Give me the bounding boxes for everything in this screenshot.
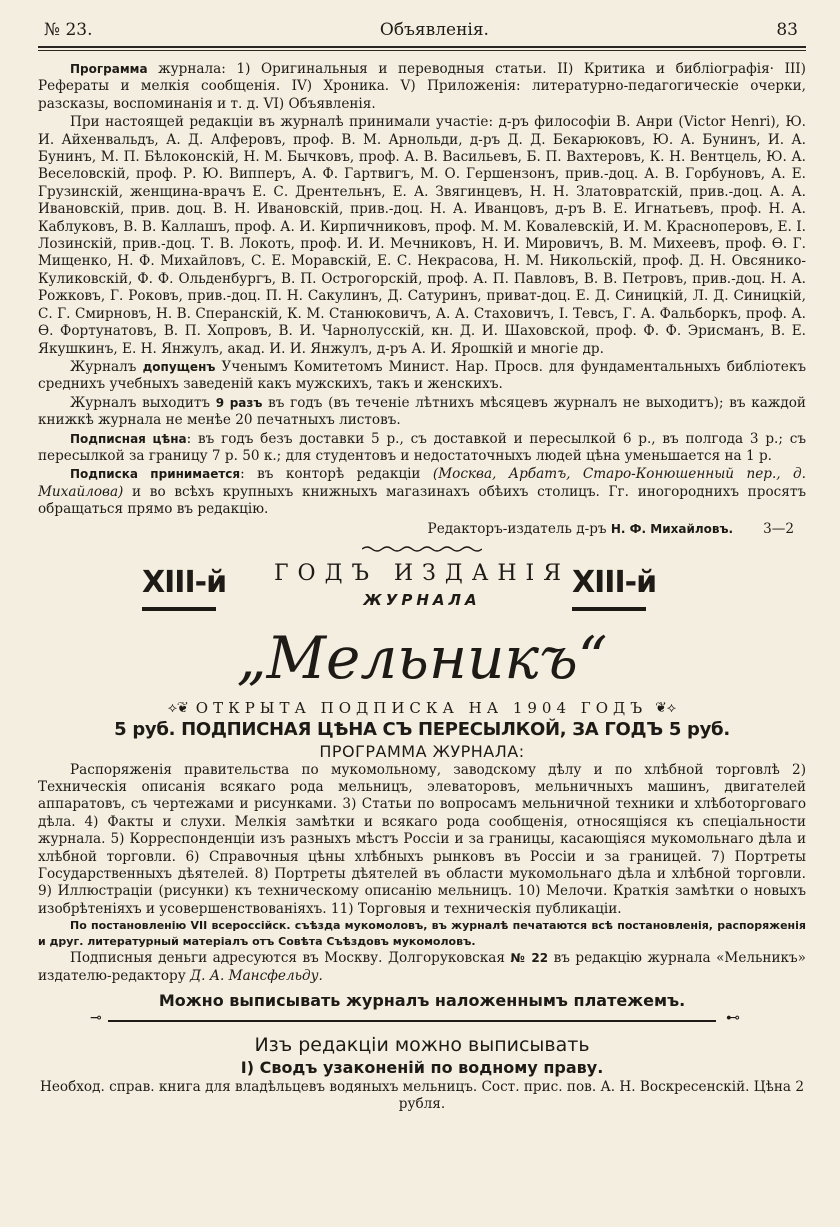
subscription-label: Подписка принимается [70, 467, 241, 482]
price-paragraph [38, 431, 806, 466]
admitted-paragraph [38, 359, 806, 394]
address-editor: Д. А. Мансфельду. [190, 967, 323, 984]
fleuron-left-icon: ⟡❦ [167, 699, 188, 716]
section-title: Объявленія. [379, 20, 489, 40]
subscription-post: и во всѣхъ крупныхъ книжныхъ магазинахъ обѣихъ столицъ. Гг. иногороднихъ просятъ обращаться прямо въ редакцію. [38, 483, 806, 518]
wavy-divider [38, 545, 806, 553]
ad-program-text: Распоряженія правительства по мукомольному, заводскому дѣлу и по хлѣбной торговлѣ 2) Техническія описанія всякаго рода мельницъ, элеваторовъ, мельничныхъ машинъ, двигателей аппаратовъ, съ чертежами и рисунками. 3) Статьи по вопросамъ мельничной техники и хлѣботорговаго дѣла. 4) Факты и слухи. Мелкія замѣтки и всякаго рода сообщенія, относящіяся къ спеціальности журнала. 5) Корреспонденціи изъ разныхъ мѣстъ Россіи и за границы, касающіяся мукомольнаго дѣла и хлѣбной торговли. 6) Справочныя цѣны хлѣбныхъ рынковъ въ Россіи и за границей. 7) Портреты Государственныхъ дѣятелей. 8) Портреты дѣятелей въ области мукомольнаго дѣла и хлѣбной торговли. 9) Иллюстраціи (рисунки) къ техническому описанію мельницъ. 10) Мелочи. Краткія замѣтки о новыхъ изобрѣтеніяхъ и усовершенствованіяхъ. 11) Торговыя и техническія публикаціи. [38, 761, 806, 917]
subscription-price: 5 руб. ПОДПИСНАЯ ЦѢНА СЪ ПЕРЕСЫЛКОЙ, ЗА ГОДЪ 5 руб. [114, 718, 730, 740]
rule-end-left-icon: ⊸ [90, 1010, 102, 1027]
edition-underline-right [572, 607, 646, 611]
rule-end-right-icon: ⊷ [726, 1010, 740, 1027]
frequency-pre: Журналъ выходитъ [70, 394, 216, 411]
edition-number-left: XIII-й [142, 564, 227, 600]
open-subscription [38, 699, 806, 717]
resolution-paragraph: По постановленію VII всероссійск. съѣзда мукомоловъ, въ журналѣ печатаются всѣ постановленія, распоряженія и друг. литературный матеріалъ отъ Совѣта Съѣздовъ мукомоловъ. [38, 919, 806, 948]
wavy-ornament-icon [362, 545, 482, 553]
program-label: Программа [70, 62, 148, 76]
page-number: 83 [776, 20, 798, 40]
program-heading: ПРОГРАММА ЖУРНАЛА: [319, 741, 525, 761]
offer-description: Необход. справ. книга для владѣльцевъ водяныхъ мельницъ. Сост. прис. пов. А. Н. Воскресенскій. Цѣна 2 рубля. [40, 1079, 804, 1113]
signature-name: Н. Ф. Михайловъ. [610, 521, 734, 536]
signature-code: 3—2 [763, 520, 794, 537]
frequency-post: въ годъ (въ теченіе лѣтнихъ мѣсяцевъ журналъ не выходитъ); въ каждой книжкѣ журнала не менѣе 20 печатныхъ листовъ. [38, 394, 806, 429]
offer-heading: Изъ редакціи можно выписывать [254, 1034, 590, 1057]
subscription-pre: : въ конторѣ редакціи [240, 466, 433, 483]
cash-on-delivery: Можно выписывать журналъ наложеннымъ платежемъ. [158, 991, 686, 1011]
header-rule-thin [38, 50, 806, 51]
frequency-bold: 9 разъ [215, 395, 263, 410]
offer-item: I) Сводъ узаконеній по водному праву. [240, 1058, 604, 1078]
journal-word: ЖУРНАЛА [363, 590, 481, 609]
program-text: журнала: 1) Оригинальныя и переводныя статьи. II) Критика и библіографія· III) Рефераты и мелкія сообщенія. IV) Хроника. V) Приложенія: литературно-педагогическіе очерки, разсказы, воспоминанія и т. д. VI) Объявленія. [38, 61, 806, 112]
ad-header [38, 557, 806, 621]
office-address: (Москва, Арбатъ, Старо-Конюшенный пер., д. Михайлова) [38, 466, 806, 500]
admitted-bold: допущенъ [142, 359, 216, 374]
program-paragraph [38, 61, 806, 113]
price-label: Подписная цѣна [70, 431, 187, 446]
admitted-post: Ученымъ Комитетомъ Минист. Нар. Просв. для фундаментальныхъ библіотекъ среднихъ учебныхъ заведеній какъ мужскихъ, такъ и женскихъ. [38, 358, 806, 393]
page-header [38, 14, 806, 46]
price-text: : въ годъ безъ доставки 5 р., съ доставкой и пересылкой 6 р., въ полгода 3 р.; съ пересылкой за границу 7 р. 50 к.; для студентовъ и недостаточныхъ людей цѣна уменьшается на 1 р. [38, 430, 806, 464]
fleuron-right-icon: ❦⟡ [655, 699, 677, 716]
signature-pre: Редакторъ-издатель д-ръ [427, 520, 611, 537]
frequency-paragraph [38, 395, 806, 430]
open-subscription-text: ОТКРЫТА ПОДПИСКА НА 1904 ГОДЪ [195, 698, 648, 717]
contributors-paragraph: При настоящей редакціи въ журналѣ принимали участіе: д-ръ философіи В. Анри (Victor Henri), Ю. И. Айхенвальдъ, А. Д. Алферовъ, проф. В. М. Арнольди, д-ръ Д. Д. Бекарюковъ, Ю. А. Бунинъ, И. А. Бунинъ, М. П. Бѣлоконскій, Н. М. Бычковъ, проф. А. В. Васильевъ, Б. П. Вахтеровъ, К. Н. Вентцель, Ю. А. Веселовскій, проф. Р. Ю. Випперъ, А. Ф. Гартвигъ, М. О. Гершензонъ, прив.-доц. А. В. Горбуновъ, А. Е. Грузинскій, женщина-врачъ Е. С. Дрентельнъ, Е. А. Звягинцевъ, Н. Н. Златовратскій, прив.-доц. А. А. Ивановскій, прив. доц. В. Н. Ивановскій, прив.-доц. Н. А. Иванцовъ, д-ръ В. Е. Игнатьевъ, проф. Н. А. Каблуковъ, В. В. Каллашъ, проф. А. И. Кирпичниковъ, проф. М. М. Ковалевскій, И. М. Красноперовъ, Е. І. Лозинскій, прив.-доц. Т. В. Локоть, проф. И. И. Мечниковъ, Н. И. Мировичъ, В. М. Михеевъ, проф. Ѳ. Г. Мищенко, Н. Ф. Михайловъ, С. Е. Моравскій, Е. С. Некрасова, Н. М. Никольскій, проф. Д. Н. Овсянико-Куликовскій, Ф. Ф. Ольденбургъ, В. П. Острогорскій, проф. А. П. Павловъ, В. В. Петровъ, прив.-доц. Н. А. Рожковъ, Г. Роковъ, прив.-доц. П. Н. Сакулинъ, Д. Сатуринъ, приват-доц. Е. Д. Синицкій, Л. Д. Синицкій, С. Г. Смирновъ, Н. В. Сперанскій, К. М. Станюковичъ, А. А. Стаховичъ, І. Тевсъ, Г. А. Фальборкъ, проф. А. Ѳ. Фортунатовъ, В. П. Хопровъ, В. И. Чарнолусскій, кн. Д. И. Шаховской, проф. Ф. Ф. Эрисманъ, В. Е. Якушкинъ, Е. Н. Янжулъ, акад. И. И. Янжулъ, д-ръ А. И. Ярошкій и многіе др. [38, 114, 806, 357]
address-number: № 22 [510, 951, 549, 966]
editor-signature [38, 521, 806, 537]
address-pre: Подписныя деньги адресуются въ Москву. Долгоруковская [70, 950, 511, 967]
ad-program [38, 762, 806, 985]
subscription-paragraph [38, 466, 806, 518]
address-paragraph [38, 950, 806, 985]
year-of-publication: ГОДЪ ИЗДАНІЯ [273, 560, 571, 586]
ornamental-rule [38, 1010, 806, 1028]
admitted-pre: Журналъ [70, 358, 143, 375]
address-mid: въ редакцію журнала «Мельникъ» издателю-редактору [38, 950, 806, 984]
issue-number: № 23. [44, 20, 93, 40]
rule-line [108, 1020, 716, 1022]
header-rule [38, 46, 806, 48]
journal-announcement [38, 61, 806, 519]
edition-number-right: XIII-й [572, 564, 657, 600]
magazine-title: „Мельникъ“ [236, 623, 608, 692]
signature-text [428, 521, 734, 537]
